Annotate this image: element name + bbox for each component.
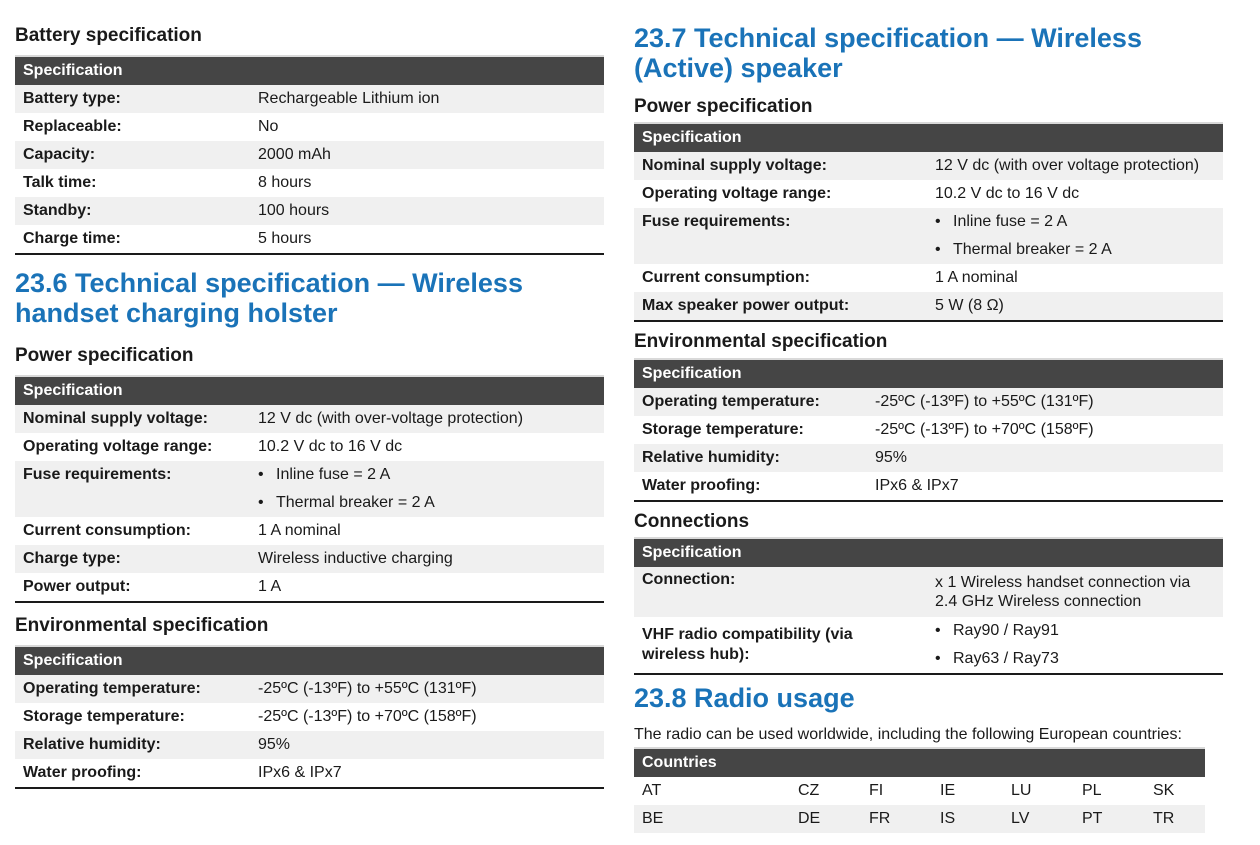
speaker-connections-table bbox=[634, 537, 1223, 675]
connections-heading: Connections bbox=[634, 511, 750, 532]
table-row: Standby: 100 hours bbox=[15, 197, 604, 225]
countries-table bbox=[634, 747, 1205, 833]
table-row: Storage temperature: -25ºC (-13ºF) to +70ºC (158ºF) bbox=[642, 421, 1094, 438]
table-header: Countries bbox=[634, 748, 1205, 777]
table-row: Nominal supply voltage: 12 V dc (with over-voltage protection) bbox=[15, 405, 604, 433]
battery-spec-table bbox=[15, 55, 604, 255]
list-item: • Ray63 / Ray73 bbox=[935, 650, 1059, 667]
power-spec-heading: Power specification bbox=[634, 96, 813, 117]
table-row: Current consumption: 1 A nominal bbox=[642, 269, 1018, 286]
battery-spec-heading: Battery specification bbox=[15, 25, 202, 46]
list-item: • Thermal breaker = 2 A bbox=[258, 494, 435, 511]
table-row: Charge type: Wireless inductive charging bbox=[15, 545, 604, 573]
speaker-env-table bbox=[634, 358, 1223, 502]
table-row: VHF radio compatibility (via wireless hub): • Ray90 / Ray91 • Ray63 / Ray73 bbox=[634, 617, 1223, 674]
list-item: • Inline fuse = 2 A bbox=[935, 213, 1068, 230]
speaker-power-table bbox=[634, 122, 1223, 322]
table-row: Operating voltage range: 10.2 V dc to 16 V dc bbox=[23, 438, 403, 455]
table-row: Water proofing: IPx6 & IPx7 bbox=[642, 477, 959, 494]
table-row: Capacity: 2000 mAh bbox=[15, 141, 604, 169]
table-header: Specification bbox=[634, 359, 1223, 388]
table-row: Current consumption: 1 A nominal bbox=[23, 522, 341, 539]
table-row: Fuse requirements: • Inline fuse = 2 A • Thermal breaker = 2 A bbox=[634, 208, 1223, 264]
table-row: Operating voltage range: 10.2 V dc to 16 V dc bbox=[642, 185, 1080, 202]
env-spec-heading: Environmental specification bbox=[634, 331, 888, 352]
table-row: Operating temperature: -25ºC (-13ºF) to +55ºC (131ºF) bbox=[15, 675, 604, 703]
table-row: Power output: 1 A bbox=[23, 578, 282, 595]
table-row: Operating temperature: -25ºC (-13ºF) to +55ºC (131ºF) bbox=[634, 388, 1223, 416]
table-row: Charge time: 5 hours bbox=[23, 230, 312, 247]
table-row: BE DE FR IS LV PT TR bbox=[634, 805, 1205, 833]
env-spec-heading: Environmental specification bbox=[15, 615, 269, 636]
table-row: Connection: x 1 Wireless handset connection via 2.4 GHz Wireless connection bbox=[634, 567, 1223, 617]
table-row: Nominal supply voltage: 12 V dc (with over voltage protection) bbox=[634, 152, 1223, 180]
radio-intro-text: The radio can be used worldwide, including the following European countries: bbox=[634, 726, 1182, 743]
section-title-23-8: 23.8 Radio usage bbox=[634, 683, 855, 713]
table-row: Replaceable: No bbox=[23, 118, 279, 135]
section-title-23-6: 23.6 Technical specification — Wireless handset charging holster bbox=[15, 268, 523, 328]
section-title-23-7: 23.7 Technical specification — Wireless (Active) speaker bbox=[634, 23, 1142, 83]
table-row: AT CZ FI IE LU PL SK bbox=[642, 782, 1175, 799]
table-header: Specification bbox=[634, 123, 1223, 152]
table-row: Relative humidity: 95% bbox=[15, 731, 604, 759]
table-row: Storage temperature: -25ºC (-13ºF) to +70ºC (158ºF) bbox=[23, 708, 477, 725]
table-header: Specification bbox=[634, 538, 1223, 567]
table-row: Water proofing: IPx6 & IPx7 bbox=[23, 764, 342, 781]
table-row: Talk time: 8 hours bbox=[23, 174, 312, 191]
holster-env-table bbox=[15, 645, 604, 789]
table-row: Fuse requirements: • Inline fuse = 2 A • Thermal breaker = 2 A bbox=[15, 461, 604, 517]
power-spec-heading: Power specification bbox=[15, 345, 194, 366]
table-header: Specification bbox=[15, 376, 604, 405]
table-row: Max speaker power output: 5 W (8 Ω) bbox=[634, 292, 1223, 321]
list-item: • Inline fuse = 2 A bbox=[258, 466, 391, 483]
table-row: Relative humidity: 95% bbox=[634, 444, 1223, 472]
table-header: Specification bbox=[15, 56, 604, 85]
list-item: • Thermal breaker = 2 A bbox=[935, 241, 1112, 258]
list-item: • Ray90 / Ray91 bbox=[935, 622, 1059, 639]
table-row: Battery type: Rechargeable Lithium ion bbox=[15, 85, 604, 113]
holster-power-table bbox=[15, 375, 604, 603]
table-header: Specification bbox=[15, 646, 604, 675]
